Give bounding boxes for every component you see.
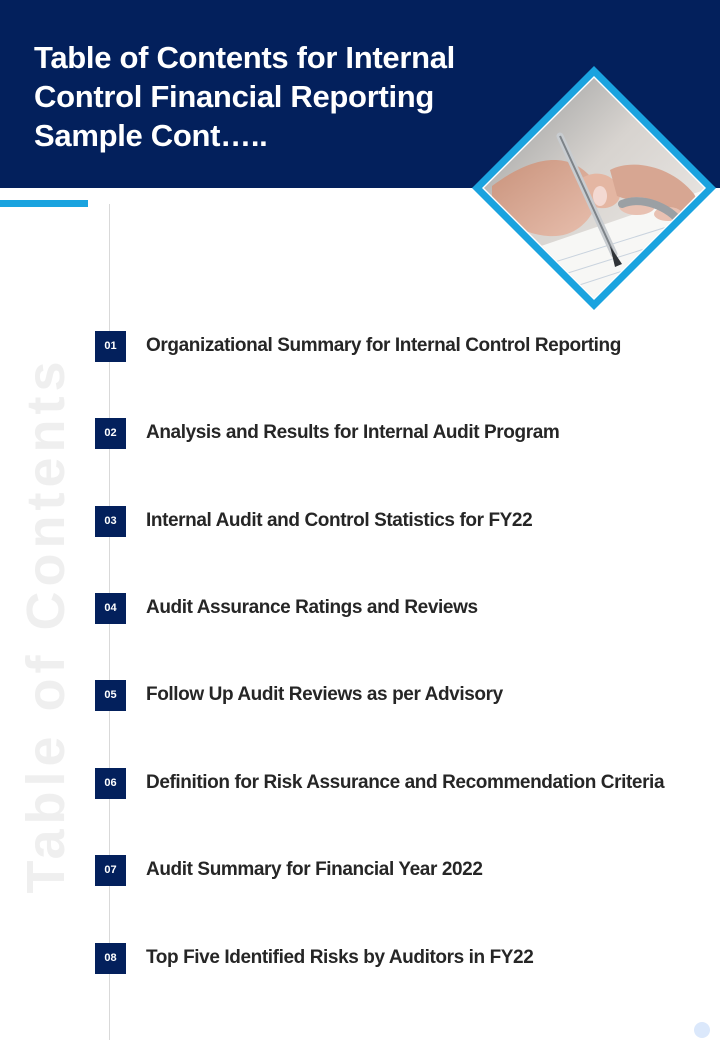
corner-dot	[694, 1022, 710, 1038]
toc-item-02[interactable]	[95, 418, 705, 450]
toc-item-03[interactable]	[95, 506, 705, 538]
toc-item-label: Audit Summary for Financial Year 2022	[146, 859, 483, 880]
toc-number-badge: 04	[95, 593, 126, 624]
toc-item-label: Definition for Risk Assurance and Recommendation Criteria	[146, 772, 665, 793]
toc-item-label: Internal Audit and Control Statistics for FY22	[146, 510, 533, 531]
toc-item-01[interactable]	[95, 331, 705, 363]
vertical-watermark-title: Table of Contents	[16, 356, 76, 894]
page-title: Table of Contents for Internal Control Financial Reporting Sample Cont…..	[34, 40, 455, 153]
toc-item-label: Analysis and Results for Internal Audit Program	[146, 422, 560, 443]
toc-number-badge: 08	[95, 943, 126, 974]
toc-item-label: Organizational Summary for Internal Control Reporting	[146, 335, 621, 356]
toc-number-badge: 03	[95, 506, 126, 537]
toc-number-badge: 02	[95, 418, 126, 449]
toc-number-badge: 06	[95, 768, 126, 799]
toc-item-04[interactable]	[95, 593, 705, 625]
toc-number-badge: 07	[95, 855, 126, 886]
toc-item-05[interactable]	[95, 680, 705, 712]
toc-item-08[interactable]	[95, 943, 705, 975]
toc-item-06[interactable]	[95, 768, 705, 800]
toc-item-label: Audit Assurance Ratings and Reviews	[146, 597, 478, 618]
toc-number-badge: 01	[95, 331, 126, 362]
toc-item-07[interactable]	[95, 855, 705, 887]
toc-item-label: Top Five Identified Risks by Auditors in FY22	[146, 947, 534, 968]
toc-item-label: Follow Up Audit Reviews as per Advisory	[146, 684, 503, 705]
toc-number-badge: 05	[95, 680, 126, 711]
